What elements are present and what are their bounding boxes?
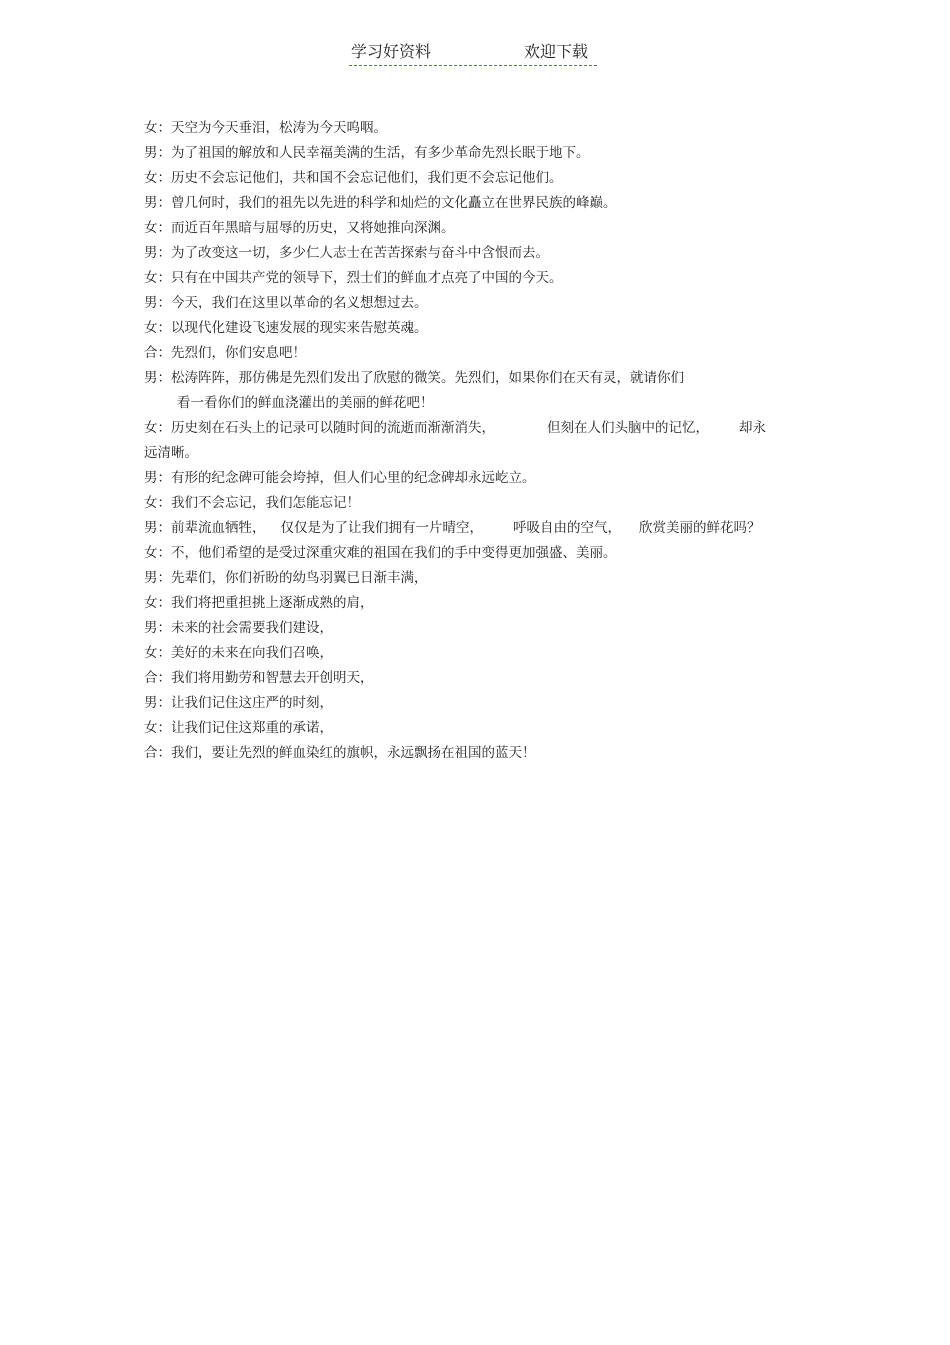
script-line bbox=[144, 516, 824, 541]
script-line: 男：曾几何时，我们的祖先以先进的科学和灿烂的文化矗立在世界民族的峰巅。 bbox=[144, 195, 617, 211]
script-line: 男：今天，我们在这里以革命的名义想想过去。 bbox=[144, 295, 428, 311]
script-line: 女：历史不会忘记他们，共和国不会忘记他们，我们更不会忘记他们。 bbox=[144, 170, 563, 186]
script-line: 远清晰。 bbox=[144, 445, 198, 461]
script-body bbox=[144, 116, 824, 766]
script-segment: 却永 bbox=[739, 420, 766, 436]
script-line: 男：有形的纪念碑可能会垮掉，但人们心里的纪念碑却永远屹立。 bbox=[144, 470, 536, 486]
header-right-text: 欢迎下载 bbox=[524, 42, 589, 61]
script-line: 女：以现代化建设飞速发展的现实来告慰英魂。 bbox=[144, 320, 428, 336]
script-line: 男：为了祖国的解放和人民幸福美满的生活，有多少革命先烈长眠于地下。 bbox=[144, 145, 590, 161]
script-line: 女：我们不会忘记，我们怎能忘记！ bbox=[144, 495, 360, 511]
script-line: 合：先烈们，你们安息吧！ bbox=[144, 345, 306, 361]
script-segment: 但刻在人们头脑中的记忆， bbox=[547, 420, 709, 436]
script-segment: 男：前辈流血牺牲， bbox=[144, 520, 266, 536]
script-line: 女：让我们记住这郑重的承诺， bbox=[144, 720, 333, 736]
script-line: 男：为了改变这一切，多少仁人志士在苦苦探索与奋斗中含恨而去。 bbox=[144, 245, 549, 261]
script-line: 女：不，他们希望的是受过深重灾难的祖国在我们的手中变得更加强盛、美丽。 bbox=[144, 545, 617, 561]
script-line bbox=[144, 416, 824, 441]
script-line: 男：松涛阵阵，那仿佛是先烈们发出了欣慰的微笑。先烈们，如果你们在天有灵，就请你们 bbox=[144, 370, 684, 386]
script-line: 女：天空为今天垂泪，松涛为今天呜咽。 bbox=[144, 120, 387, 136]
script-line: 男：先辈们，你们祈盼的幼鸟羽翼已日渐丰满， bbox=[144, 570, 428, 586]
script-line: 女：我们将把重担挑上逐渐成熟的肩， bbox=[144, 595, 374, 611]
script-line: 女：而近百年黑暗与屈辱的历史，又将她推向深渊。 bbox=[144, 220, 455, 236]
script-line: 男：让我们记住这庄严的时刻， bbox=[144, 695, 333, 711]
page-header bbox=[349, 41, 597, 66]
script-line: 合：我们，要让先烈的鲜血染红的旗帜，永远飘扬在祖国的蓝天！ bbox=[144, 745, 536, 761]
script-segment: 女：历史刻在石头上的记录可以随时间的流逝而渐渐消失， bbox=[144, 420, 495, 436]
script-segment: 仅仅是为了让我们拥有一片晴空， bbox=[280, 520, 483, 536]
script-line: 女：美好的未来在向我们召唤， bbox=[144, 645, 333, 661]
script-line: 女：只有在中国共产党的领导下，烈士们的鲜血才点亮了中国的今天。 bbox=[144, 270, 563, 286]
script-segment: 呼吸自由的空气， bbox=[513, 520, 621, 536]
header-left-text: 学习好资料 bbox=[351, 42, 432, 61]
script-segment: 欣赏美丽的鲜花吗？ bbox=[639, 520, 761, 536]
script-line: 合：我们将用勤劳和智慧去开创明天， bbox=[144, 670, 374, 686]
script-line: 男：未来的社会需要我们建设， bbox=[144, 620, 333, 636]
script-line-continuation: 看一看你们的鲜血浇灌出的美丽的鲜花吧！ bbox=[177, 395, 434, 411]
